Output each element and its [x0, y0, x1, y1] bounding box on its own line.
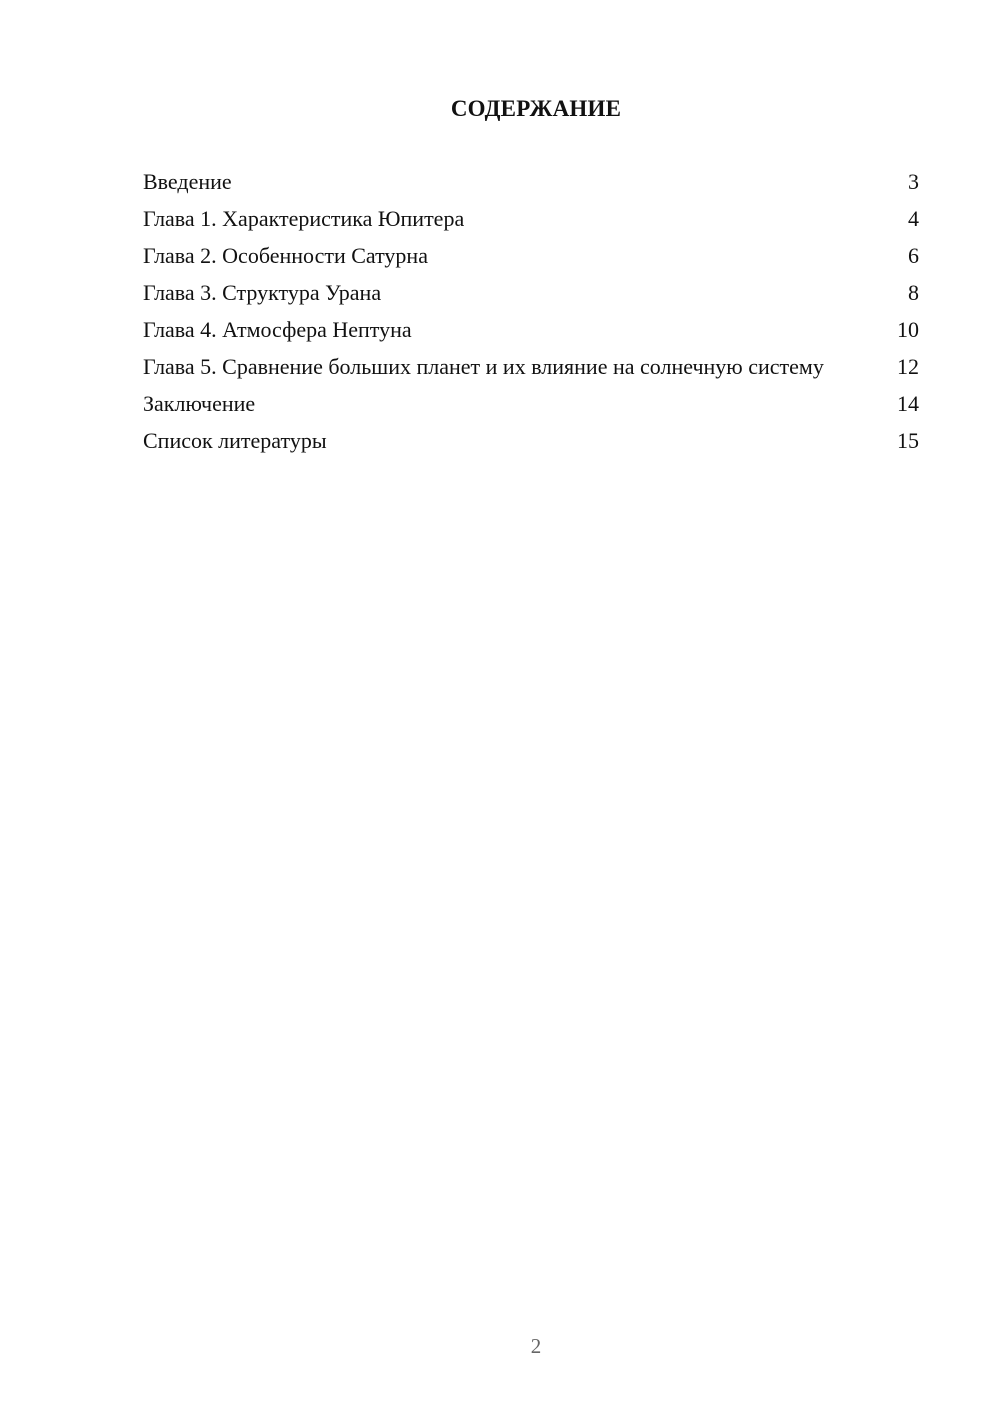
- table-of-contents: [143, 168, 919, 464]
- toc-entry-chapter-2: [143, 242, 919, 269]
- toc-entry-introduction: [143, 168, 919, 195]
- toc-entry-title: Глава 3. Структура Урана: [143, 280, 382, 305]
- toc-entry-chapter-1: [143, 205, 919, 232]
- page-number: 2: [530, 1334, 542, 1358]
- toc-entry-title: Список литературы: [143, 428, 327, 453]
- toc-entry-chapter-4: [143, 316, 919, 343]
- toc-heading: СОДЕРЖАНИЕ: [450, 96, 622, 121]
- toc-entry-title: Глава 1. Характеристика Юпитера: [143, 206, 465, 231]
- toc-entry-page: 10: [897, 317, 919, 342]
- toc-entry-title: Глава 2. Особенности Сатурна: [143, 243, 428, 268]
- toc-entry-page: 6: [908, 243, 919, 268]
- toc-entry-page: 12: [897, 354, 919, 379]
- toc-entry-title: Глава 5. Сравнение больших планет и их влияние на солнечную систему: [143, 354, 824, 379]
- toc-entry-page: 4: [908, 206, 919, 231]
- toc-entry-page: 15: [897, 428, 919, 453]
- toc-entry-chapter-5: [143, 353, 919, 380]
- toc-entry-title: Заключение: [143, 391, 256, 416]
- toc-entry-title: Глава 4. Атмосфера Нептуна: [143, 317, 412, 342]
- toc-entry-references: [143, 427, 919, 454]
- toc-entry-title: Введение: [143, 169, 232, 194]
- toc-entry-conclusion: [143, 390, 919, 417]
- toc-entry-page: 14: [897, 391, 919, 416]
- toc-entry-page: 3: [908, 169, 919, 194]
- toc-entry-chapter-3: [143, 279, 919, 306]
- toc-entry-page: 8: [908, 280, 919, 305]
